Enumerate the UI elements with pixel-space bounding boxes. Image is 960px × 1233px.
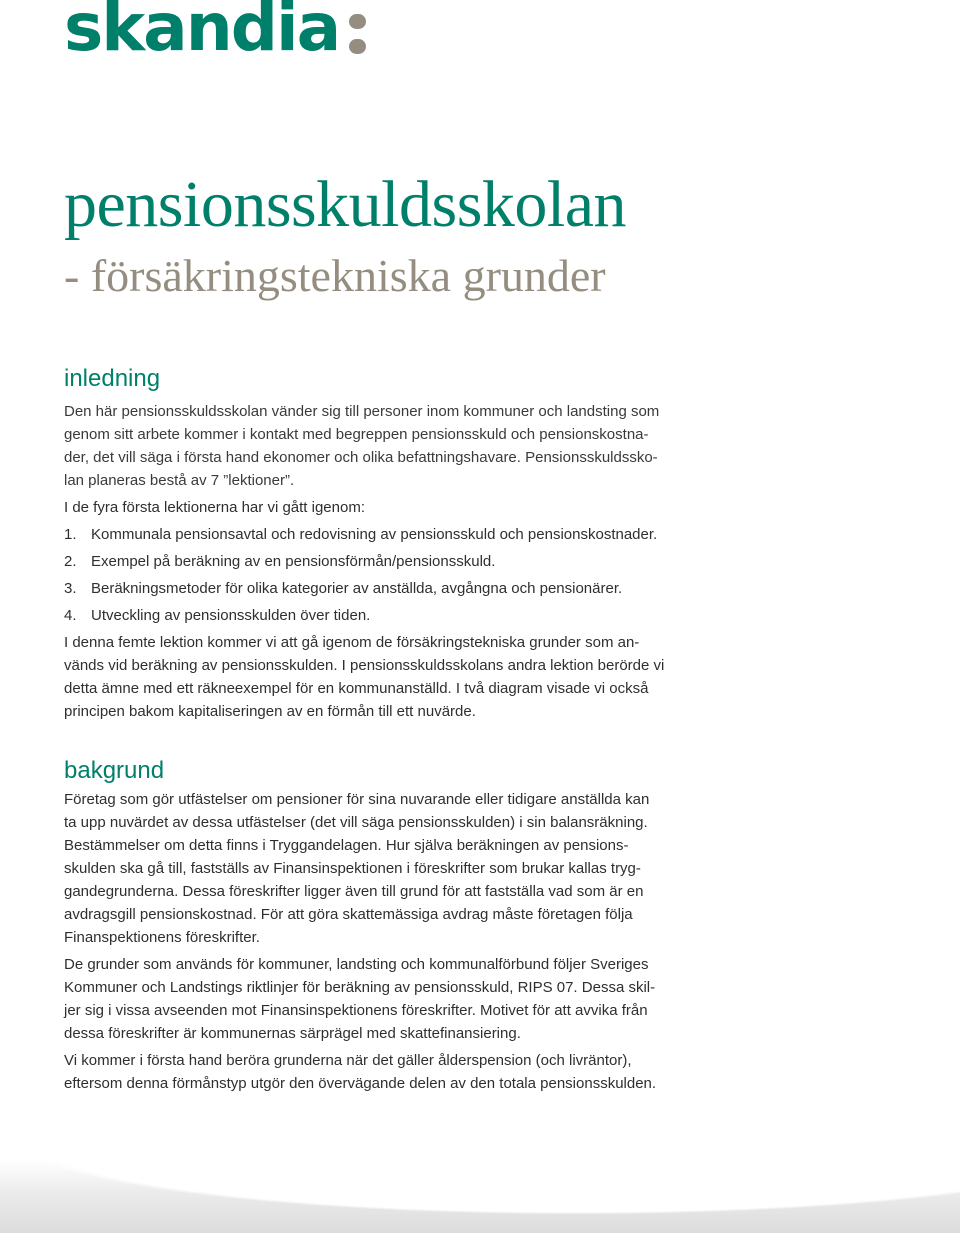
paragraph-line: avdragsgill pensionskostnad. För att göra skattemässiga avdrag måste företagen följa — [64, 906, 633, 923]
intro-line: der, det vill säga i första hand ekonomer och olika befattningshavare. Pensionsskuldssko- — [64, 449, 658, 466]
paragraph-line: Företag som gör utfästelser om pensioner för sina nuvarande eller tidigare anställda kan — [64, 791, 650, 808]
footer-decoration — [0, 1160, 960, 1233]
intro-section — [64, 364, 704, 723]
paragraph-line: skulden ska gå till, fastställs av Finansinspektionen i föreskrifter som brukar kallas tryg- — [64, 860, 641, 877]
paragraph-line: gandegrunderna. Dessa föreskrifter ligger även till grund för att fastställa vad som är en — [64, 883, 644, 900]
paragraph-line: Kommuner och Landstings riktlinjer för beräkning av pensionsskuld, RIPS 07. Dessa skil- — [64, 979, 656, 996]
paragraph-line: Finanspektionens föreskrifter. — [64, 929, 260, 946]
intro-line: genom sitt arbete kommer i kontakt med begreppen pensionsskuld och pensionskostna- — [64, 426, 649, 443]
closing-line: principen bakom kapitaliseringen av en förmån till ett nuvärde. — [64, 703, 476, 720]
list-item: 1. Kommunala pensionsavtal och redovisning av pensionsskuld och pensionskostnader. — [64, 526, 658, 543]
lesson-list — [64, 523, 704, 627]
list-item: 4. Utveckling av pensionsskulden över tiden. — [64, 607, 371, 624]
paragraph-line: Bestämmelser om detta finns i Tryggandelagen. Hur själva beräkningen av pensions- — [64, 837, 629, 854]
logo-colon-icon — [349, 14, 366, 54]
list-item: 3. Beräkningsmetoder för olika kategorier av anställda, avgångna och pensionärer. — [64, 580, 623, 597]
list-item: 2. Exempel på beräkning av en pensionsförmån/pensionsskuld. — [64, 553, 496, 570]
intro-line: Den här pensionsskuldsskolan vänder sig till personer inom kommuner och landsting som — [64, 403, 660, 420]
background-heading: bakgrund — [64, 757, 165, 784]
background-paragraph-3 — [64, 1049, 704, 1095]
paragraph-line: eftersom denna förmånstyp utgör den övervägande delen av den totala pensionsskulden. — [64, 1075, 657, 1092]
paragraph-line: dessa föreskrifter är kommunernas särprägel med skattefinansiering. — [64, 1025, 521, 1042]
paragraph-line: jer sig i vissa avseenden mot Finansinspektionens föreskrifter. Motivet för att avvika från — [64, 1002, 648, 1019]
intro-paragraph — [64, 400, 704, 492]
background-section — [64, 756, 704, 1095]
closing-line: I denna femte lektion kommer vi att gå igenom de försäkringstekniska grunder som an- — [64, 634, 640, 651]
intro-closing-paragraph — [64, 631, 704, 723]
page-title: pensionsskuldsskolan — [64, 168, 627, 241]
skandia-logo — [64, 0, 366, 66]
logo-wordmark: skandia — [64, 0, 340, 66]
background-paragraph-2 — [64, 953, 704, 1045]
list-intro: I de fyra första lektionerna har vi gått igenom: — [64, 499, 365, 516]
closing-line: detta ämne med ett räkneexempel för en kommunanställd. I två diagram visade vi också — [64, 680, 649, 697]
page-subtitle: - försäkringstekniska grunder — [64, 250, 606, 301]
paragraph-line: ta upp nuvärdet av dessa utfästelser (det vill säga pensionsskulden) i sin balansräkning. — [64, 814, 648, 831]
intro-line: lan planeras bestå av 7 ”lektioner”. — [64, 472, 295, 489]
paragraph-line: De grunder som används för kommuner, landsting och kommunalförbund följer Sveriges — [64, 956, 649, 973]
paragraph-line: Vi kommer i första hand beröra grunderna när det gäller ålderspension (och livräntor), — [64, 1052, 632, 1069]
closing-line: vänds vid beräkning av pensionsskulden. I pensionsskuldsskolans andra lektion berörde vi — [64, 657, 665, 674]
background-paragraph-1 — [64, 788, 704, 949]
intro-heading: inledning — [64, 365, 161, 392]
